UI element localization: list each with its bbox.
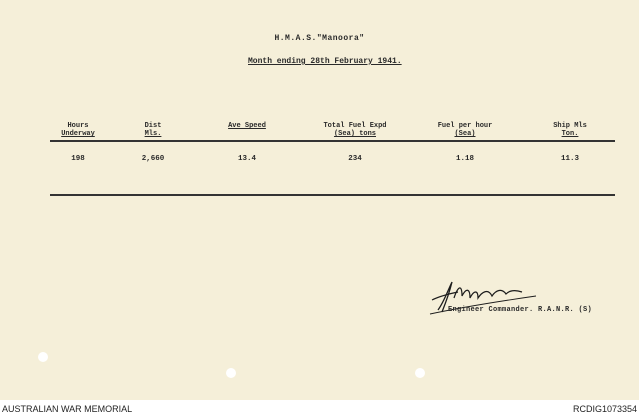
cell-total-fuel: 234 [348, 155, 362, 163]
header-ship-mls: Ship Mls Ton. [553, 122, 587, 138]
punch-hole [415, 368, 425, 378]
cell-hours: 198 [71, 155, 85, 163]
footer-source: AUSTRALIAN WAR MEMORIAL [2, 404, 133, 414]
signature-title: Engineer Commander. R.A.N.R. (S) [448, 306, 593, 314]
header-ave-speed: Ave Speed [228, 122, 266, 130]
header-fuel-per-hour: Fuel per hour (Sea) [437, 122, 493, 138]
cell-ave-speed: 13.4 [237, 155, 256, 163]
table-bottom-rule [50, 194, 615, 196]
cell-ship-mls: 11.3 [560, 155, 579, 163]
cell-fuel-per-hour: 1.18 [455, 155, 474, 163]
punch-hole [38, 352, 48, 362]
document-subtitle: Month ending 28th February 1941. [248, 57, 402, 66]
cell-dist: 2,660 [141, 155, 165, 163]
header-dist: Dist Mls. [144, 122, 162, 138]
punch-hole [226, 368, 236, 378]
table-top-rule [50, 140, 615, 142]
document-title: H.M.A.S."Manoora" [274, 34, 365, 43]
footer-id: RCDIG1073354 [572, 404, 637, 414]
header-hours-underway: Hours Underway [61, 122, 95, 138]
header-total-fuel: Total Fuel Expd (Sea) tons [323, 122, 387, 138]
